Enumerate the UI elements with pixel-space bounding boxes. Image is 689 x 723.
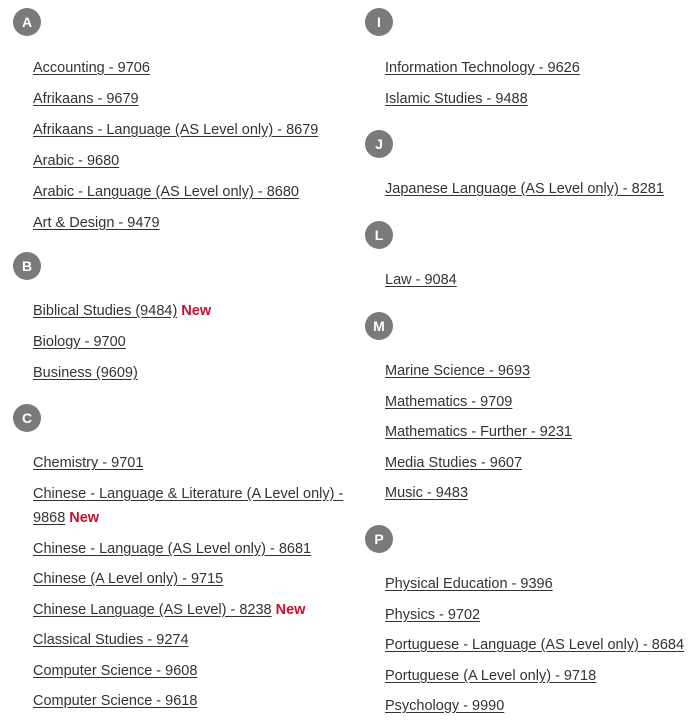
- subject-group-m: [365, 312, 393, 340]
- letter-badge-a: A: [13, 8, 41, 36]
- letter-badge-c: C: [13, 404, 41, 432]
- new-badge: New: [275, 602, 306, 618]
- subject-link-biblical-studies[interactable]: Biblical Studies (9484): [33, 303, 178, 319]
- subject-link-chinese-a-level[interactable]: Chinese (A Level only) - 9715: [33, 571, 224, 587]
- subject-link-classical-studies[interactable]: Classical Studies - 9274: [33, 632, 189, 648]
- list-item: [385, 694, 689, 723]
- subject-link-portuguese-language[interactable]: Portuguese - Language (AS Level only) - 8684: [385, 637, 685, 653]
- subject-list-p: [365, 572, 689, 723]
- subject-link-business[interactable]: Business (9609): [33, 365, 138, 381]
- subject-link-computer-science-9618[interactable]: Computer Science - 9618: [33, 693, 198, 709]
- subject-link-mathematics[interactable]: Mathematics - 9709: [385, 394, 513, 410]
- subject-list-i: [365, 56, 689, 118]
- list-item: [33, 361, 373, 392]
- list-item: [33, 628, 363, 659]
- list-item: [385, 572, 689, 603]
- subject-link-afrikaans[interactable]: Afrikaans - 9679: [33, 91, 139, 107]
- letter-badge-j: J: [365, 130, 393, 158]
- letter-badge-i: I: [365, 8, 393, 36]
- subject-list-m: [365, 359, 689, 512]
- list-item: [33, 689, 363, 720]
- subject-link-music[interactable]: Music - 9483: [385, 485, 469, 501]
- list-item: [385, 633, 689, 664]
- list-item: [385, 664, 689, 694]
- subject-link-islamic-studies[interactable]: Islamic Studies - 9488: [385, 91, 528, 107]
- subject-link-physics[interactable]: Physics - 9702: [385, 607, 481, 623]
- subject-list-a: [13, 56, 373, 242]
- subject-link-japanese-language[interactable]: Japanese Language (AS Level only) - 8281: [385, 181, 664, 197]
- subject-link-law[interactable]: Law - 9084: [385, 272, 457, 288]
- letter-badge-l: L: [365, 221, 393, 249]
- list-item: [33, 598, 363, 628]
- subject-link-afrikaans-language[interactable]: Afrikaans - Language (AS Level only) - 8679: [33, 122, 319, 138]
- list-item: [33, 451, 363, 482]
- list-item: [385, 603, 689, 633]
- list-item: [385, 268, 689, 299]
- new-badge: New: [181, 303, 212, 319]
- letter-badge-b: B: [13, 252, 41, 280]
- subject-link-art-design[interactable]: Art & Design - 9479: [33, 215, 160, 231]
- list-item: [33, 659, 363, 689]
- list-item: [385, 177, 689, 208]
- subject-list-c: [13, 451, 363, 720]
- subject-list-j: [365, 177, 689, 208]
- list-item: [33, 118, 373, 149]
- list-item: [33, 211, 373, 242]
- list-item: [33, 537, 363, 567]
- list-item: [33, 149, 373, 180]
- subject-link-chemistry[interactable]: Chemistry - 9701: [33, 455, 144, 471]
- subject-link-computer-science-9608[interactable]: Computer Science - 9608: [33, 663, 198, 679]
- list-item: [33, 87, 373, 118]
- list-item: [33, 567, 363, 598]
- list-item: [33, 56, 373, 87]
- subject-group-p: [365, 525, 393, 553]
- new-badge: New: [69, 510, 100, 526]
- subject-link-arabic[interactable]: Arabic - 9680: [33, 153, 120, 169]
- list-item: [33, 330, 373, 361]
- subject-link-arabic-language[interactable]: Arabic - Language (AS Level only) - 8680: [33, 184, 299, 200]
- list-item: [385, 56, 689, 87]
- letter-badge-m: M: [365, 312, 393, 340]
- subject-link-chinese-language-as[interactable]: Chinese - Language (AS Level only) - 8681: [33, 541, 312, 557]
- list-item: [385, 87, 689, 118]
- letter-badge-p: P: [365, 525, 393, 553]
- subject-group-l: [365, 221, 393, 249]
- subject-group-b: [13, 252, 41, 280]
- list-item: [385, 390, 689, 420]
- list-item: [385, 451, 689, 481]
- subject-link-chinese-language-literature[interactable]: Chinese - Language & Literature (A Level only) - 9868: [33, 486, 344, 526]
- list-item: [385, 420, 689, 451]
- subject-link-biology[interactable]: Biology - 9700: [33, 334, 126, 350]
- subject-link-psychology[interactable]: Psychology - 9990: [385, 698, 505, 714]
- subject-link-accounting[interactable]: Accounting - 9706: [33, 60, 150, 76]
- subject-list-b: [13, 299, 373, 392]
- list-item: [33, 482, 363, 537]
- subject-link-marine-science[interactable]: Marine Science - 9693: [385, 363, 531, 379]
- subject-link-chinese-language-as-level[interactable]: Chinese Language (AS Level) - 8238: [33, 602, 272, 618]
- list-item: [33, 299, 373, 330]
- subject-link-mathematics-further[interactable]: Mathematics - Further - 9231: [385, 424, 572, 440]
- subject-group-c: [13, 404, 41, 432]
- list-item: [33, 180, 373, 211]
- subject-link-information-technology[interactable]: Information Technology - 9626: [385, 60, 580, 76]
- subject-link-physical-education[interactable]: Physical Education - 9396: [385, 576, 553, 592]
- subject-group-j: [365, 130, 393, 158]
- subject-group-i: [365, 8, 393, 36]
- subject-link-media-studies[interactable]: Media Studies - 9607: [385, 455, 523, 471]
- subject-link-portuguese-a-level[interactable]: Portuguese (A Level only) - 9718: [385, 668, 597, 684]
- list-item: [385, 359, 689, 390]
- subject-group-a: [13, 8, 41, 36]
- subject-list-l: [365, 268, 689, 299]
- list-item: [385, 481, 689, 512]
